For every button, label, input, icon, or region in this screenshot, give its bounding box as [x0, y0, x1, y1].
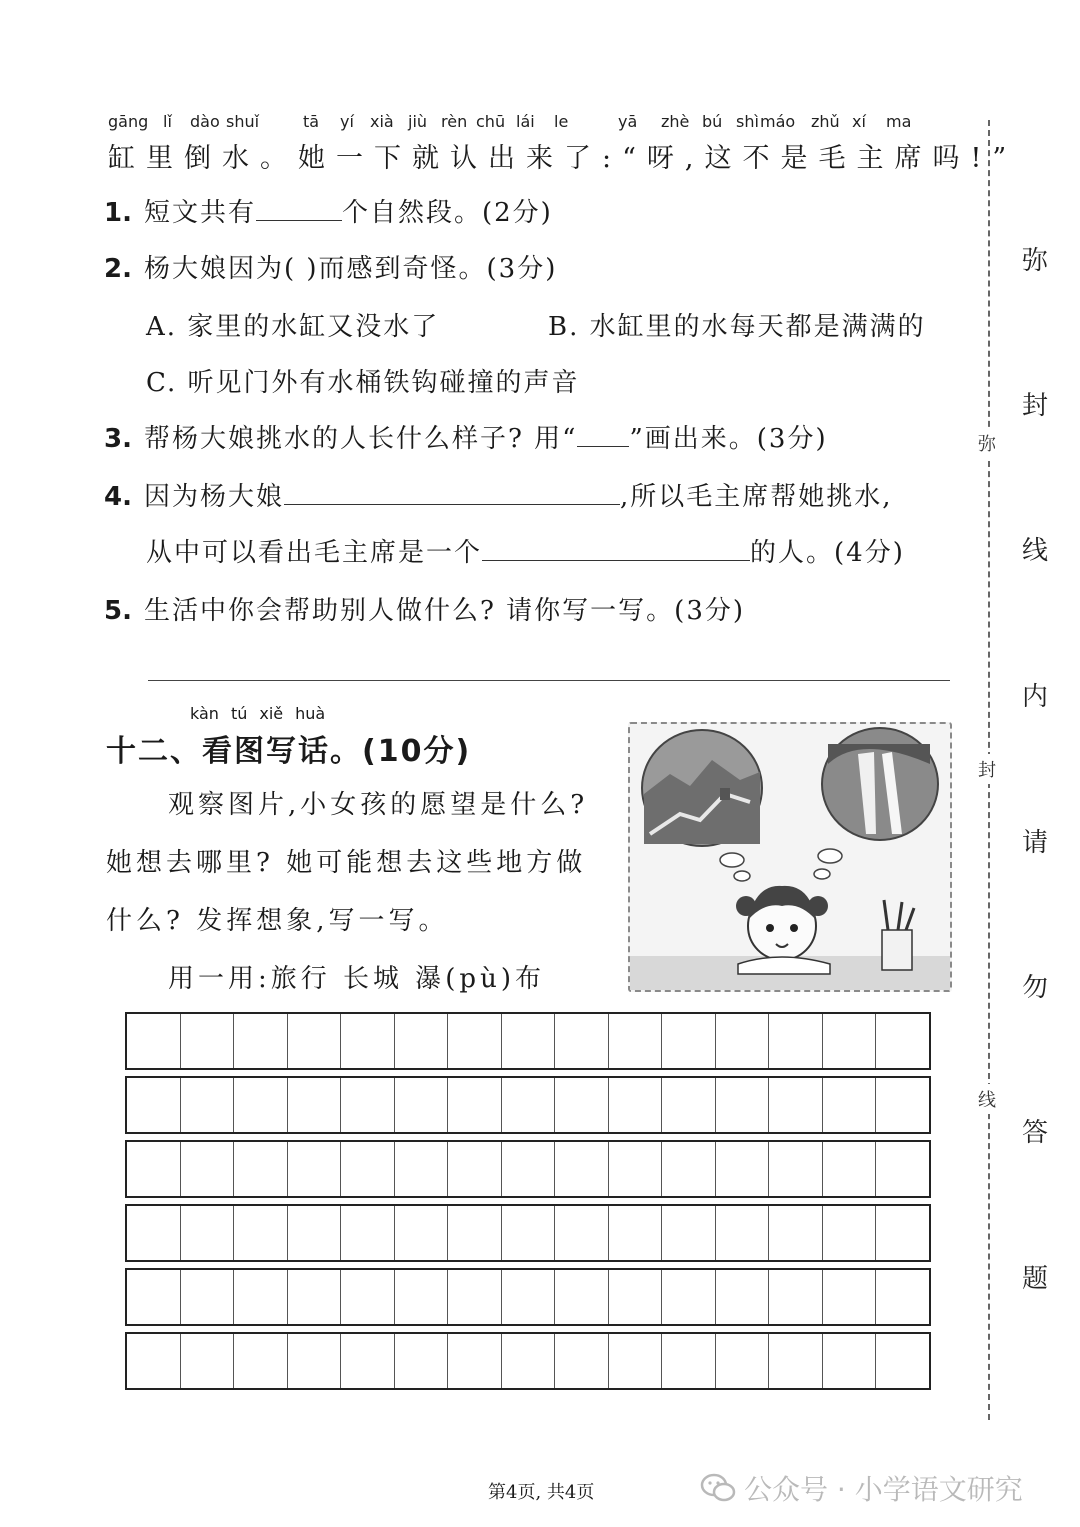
grid-cell[interactable]	[769, 1142, 823, 1196]
grid-cell[interactable]	[555, 1270, 609, 1324]
question-text: 因为杨大娘	[143, 482, 284, 512]
pinyin: zhè	[661, 112, 690, 131]
grid-cell[interactable]	[769, 1334, 823, 1388]
grid-cell[interactable]	[288, 1014, 342, 1068]
seal-notice-char: 请	[1022, 828, 1049, 858]
section-title-pinyin	[190, 704, 337, 723]
grid-cell[interactable]	[716, 1270, 770, 1324]
grid-cell[interactable]	[395, 1206, 449, 1260]
seal-notice-char: 勿	[1022, 973, 1049, 1003]
pinyin: lái	[516, 112, 535, 131]
question-4	[104, 476, 893, 513]
pinyin: tú	[230, 704, 248, 723]
grid-cell[interactable]	[769, 1014, 823, 1068]
grid-cell[interactable]	[662, 1270, 716, 1324]
pinyin: jiù	[408, 112, 428, 131]
seal-notice-char: 内	[1022, 682, 1049, 712]
question-number: 2.	[104, 254, 132, 284]
question-text: 从中可以看出毛主席是一个	[146, 538, 483, 568]
grid-cell[interactable]	[181, 1078, 235, 1132]
pinyin: yí	[340, 112, 354, 131]
question-text: ,所以毛主席帮她挑水,	[619, 482, 893, 512]
prompt-line-3: 什么? 发挥想象,写一写。	[106, 906, 449, 936]
grid-cell[interactable]	[181, 1270, 235, 1324]
watermark-text: 公众号 · 小学语文研究	[744, 1473, 1023, 1506]
question-text: 短文共有	[143, 198, 256, 228]
grid-cell[interactable]	[448, 1078, 502, 1132]
grid-cell[interactable]	[876, 1270, 929, 1324]
grid-row	[125, 1204, 931, 1262]
answer-blank[interactable]	[482, 554, 750, 561]
grid-cell[interactable]	[234, 1142, 288, 1196]
question-text: 生活中你会帮助别人做什么? 请你写一写。(3分)	[143, 596, 746, 626]
question-text: 杨大娘因为( )而感到奇怪。(3分)	[143, 254, 558, 284]
grid-cell[interactable]	[395, 1270, 449, 1324]
grid-cell[interactable]	[609, 1014, 663, 1068]
prompt-line-1: 观察图片,小女孩的愿望是什么?	[168, 790, 589, 820]
grid-cell[interactable]	[823, 1078, 877, 1132]
grid-cell[interactable]	[662, 1142, 716, 1196]
grid-cell[interactable]	[127, 1334, 181, 1388]
grid-cell[interactable]	[127, 1014, 181, 1068]
seal-notice-char: 题	[1022, 1264, 1049, 1294]
grid-cell[interactable]	[395, 1014, 449, 1068]
grid-cell[interactable]	[288, 1206, 342, 1260]
grid-cell[interactable]	[234, 1206, 288, 1260]
use-words-line: 用一用:旅行 长城 瀑(pù)布	[168, 964, 545, 994]
grid-cell[interactable]	[609, 1270, 663, 1324]
pinyin: rèn	[441, 112, 468, 131]
grid-cell[interactable]	[555, 1206, 609, 1260]
question-text: ”画出来。(3分)	[629, 424, 828, 454]
question-1	[104, 192, 553, 229]
grid-cell[interactable]	[448, 1014, 502, 1068]
grid-cell[interactable]	[609, 1334, 663, 1388]
prompt-line-2: 她想去哪里? 她可能想去这些地方做	[106, 848, 587, 878]
seal-label: 封	[978, 754, 996, 784]
grid-cell[interactable]	[448, 1270, 502, 1324]
watermark	[700, 1468, 1023, 1508]
grid-cell[interactable]	[234, 1334, 288, 1388]
grid-cell[interactable]	[288, 1142, 342, 1196]
grid-cell[interactable]	[609, 1142, 663, 1196]
seal-notice-char: 线	[1022, 536, 1049, 566]
seal-notice-char: 答	[1022, 1118, 1049, 1148]
question-text: 个自然段。(2分)	[341, 198, 553, 228]
pinyin: xià	[370, 112, 394, 131]
grid-cell[interactable]	[769, 1078, 823, 1132]
illustration-girl-dreaming	[630, 724, 950, 990]
pinyin: huà	[295, 704, 326, 723]
pinyin: yā	[618, 112, 638, 131]
grid-cell[interactable]	[502, 1142, 556, 1196]
grid-cell[interactable]	[181, 1334, 235, 1388]
passage-pinyin-line	[108, 112, 928, 134]
seal-notice-char: 封	[1022, 391, 1049, 421]
grid-cell[interactable]	[609, 1078, 663, 1132]
grid-cell[interactable]	[127, 1270, 181, 1324]
passage-text-line: 缸里倒水。她一下就认出来了:“呀,这不是毛主席吗!”	[108, 143, 1018, 174]
grid-cell[interactable]	[609, 1206, 663, 1260]
grid-cell[interactable]	[555, 1014, 609, 1068]
answer-line[interactable]	[148, 680, 950, 681]
grid-cell[interactable]	[555, 1142, 609, 1196]
grid-cell[interactable]	[127, 1206, 181, 1260]
pinyin: ma	[886, 112, 912, 131]
section-title: 十二、看图写话。(10分)	[106, 734, 472, 769]
grid-cell[interactable]	[341, 1206, 395, 1260]
question-5	[104, 590, 745, 627]
grid-cell[interactable]	[341, 1142, 395, 1196]
grid-cell[interactable]	[181, 1014, 235, 1068]
pinyin: xiě	[259, 704, 284, 723]
grid-cell[interactable]	[823, 1014, 877, 1068]
pinyin: xí	[852, 112, 866, 131]
grid-cell[interactable]	[127, 1142, 181, 1196]
grid-cell[interactable]	[876, 1142, 929, 1196]
wechat-icon	[700, 1473, 736, 1503]
pinyin: lǐ	[163, 112, 172, 131]
grid-cell[interactable]	[341, 1334, 395, 1388]
grid-cell[interactable]	[555, 1334, 609, 1388]
grid-cell[interactable]	[823, 1270, 877, 1324]
grid-cell[interactable]	[876, 1078, 929, 1132]
grid-row	[125, 1268, 931, 1326]
pinyin: gāng	[108, 112, 149, 131]
grid-cell[interactable]	[502, 1334, 556, 1388]
pinyin: chū	[476, 112, 506, 131]
question-text: 的人。(4分)	[750, 538, 905, 568]
grid-cell[interactable]	[341, 1014, 395, 1068]
pinyin: dào	[190, 112, 220, 131]
grid-cell[interactable]	[502, 1206, 556, 1260]
pinyin: tā	[303, 112, 320, 131]
grid-cell[interactable]	[555, 1078, 609, 1132]
seal-label: 线	[978, 1084, 996, 1114]
question-text: 帮杨大娘挑水的人长什么样子? 用“	[143, 424, 578, 454]
grid-cell[interactable]	[823, 1206, 877, 1260]
grid-cell[interactable]	[769, 1206, 823, 1260]
grid-cell[interactable]	[395, 1078, 449, 1132]
pinyin: shì	[736, 112, 759, 131]
grid-cell[interactable]	[234, 1014, 288, 1068]
grid-cell[interactable]	[395, 1334, 449, 1388]
question-3	[104, 418, 828, 455]
grid-cell[interactable]	[876, 1014, 929, 1068]
question-2	[104, 248, 557, 285]
underline-sample	[577, 440, 629, 447]
grid-cell[interactable]	[288, 1334, 342, 1388]
page-number: 第4页, 共4页	[488, 1482, 595, 1503]
grid-cell[interactable]	[662, 1334, 716, 1388]
grid-cell[interactable]	[448, 1334, 502, 1388]
question-number: 3.	[104, 424, 132, 454]
grid-cell[interactable]	[234, 1078, 288, 1132]
grid-cell[interactable]	[502, 1270, 556, 1324]
grid-cell[interactable]	[448, 1206, 502, 1260]
option-b[interactable]: B. 水缸里的水每天都是满满的	[548, 312, 926, 342]
seal-notice-char: 弥	[1022, 246, 1049, 276]
pinyin: bú	[702, 112, 723, 131]
answer-blank[interactable]	[256, 214, 342, 221]
pinyin: shuǐ	[226, 112, 260, 131]
grid-cell[interactable]	[662, 1206, 716, 1260]
illustration-frame	[628, 722, 952, 992]
grid-cell[interactable]	[502, 1078, 556, 1132]
grid-cell[interactable]	[716, 1334, 770, 1388]
grid-cell[interactable]	[341, 1270, 395, 1324]
pinyin: kàn	[190, 704, 219, 723]
grid-cell[interactable]	[181, 1142, 235, 1196]
grid-cell[interactable]	[716, 1078, 770, 1132]
grid-cell[interactable]	[448, 1142, 502, 1196]
grid-row	[125, 1140, 931, 1198]
grid-cell[interactable]	[234, 1270, 288, 1324]
grid-cell[interactable]	[127, 1078, 181, 1132]
grid-cell[interactable]	[181, 1206, 235, 1260]
grid-cell[interactable]	[716, 1206, 770, 1260]
grid-cell[interactable]	[876, 1206, 929, 1260]
grid-cell[interactable]	[662, 1014, 716, 1068]
grid-row	[125, 1076, 931, 1134]
question-4-line-2	[146, 532, 905, 569]
question-number: 1.	[104, 198, 132, 228]
question-number: 4.	[104, 482, 132, 512]
grid-cell[interactable]	[288, 1270, 342, 1324]
grid-cell[interactable]	[716, 1142, 770, 1196]
grid-cell[interactable]	[288, 1078, 342, 1132]
grid-cell[interactable]	[502, 1014, 556, 1068]
pinyin: zhǔ	[811, 112, 840, 131]
seal-label: 弥	[978, 428, 996, 458]
option-c[interactable]: C. 听见门外有水桶铁钩碰撞的声音	[146, 368, 580, 398]
grid-row	[125, 1012, 931, 1070]
grid-cell[interactable]	[341, 1078, 395, 1132]
grid-cell[interactable]	[876, 1334, 929, 1388]
answer-blank[interactable]	[284, 498, 620, 505]
grid-row	[125, 1332, 931, 1390]
option-a[interactable]: A. 家里的水缸又没水了	[146, 312, 440, 342]
pinyin: máo	[760, 112, 796, 131]
pinyin: le	[554, 112, 569, 131]
grid-cell[interactable]	[395, 1142, 449, 1196]
grid-cell[interactable]	[769, 1270, 823, 1324]
grid-cell[interactable]	[823, 1142, 877, 1196]
question-number: 5.	[104, 596, 132, 626]
grid-cell[interactable]	[662, 1078, 716, 1132]
grid-cell[interactable]	[823, 1334, 877, 1388]
grid-cell[interactable]	[716, 1014, 770, 1068]
